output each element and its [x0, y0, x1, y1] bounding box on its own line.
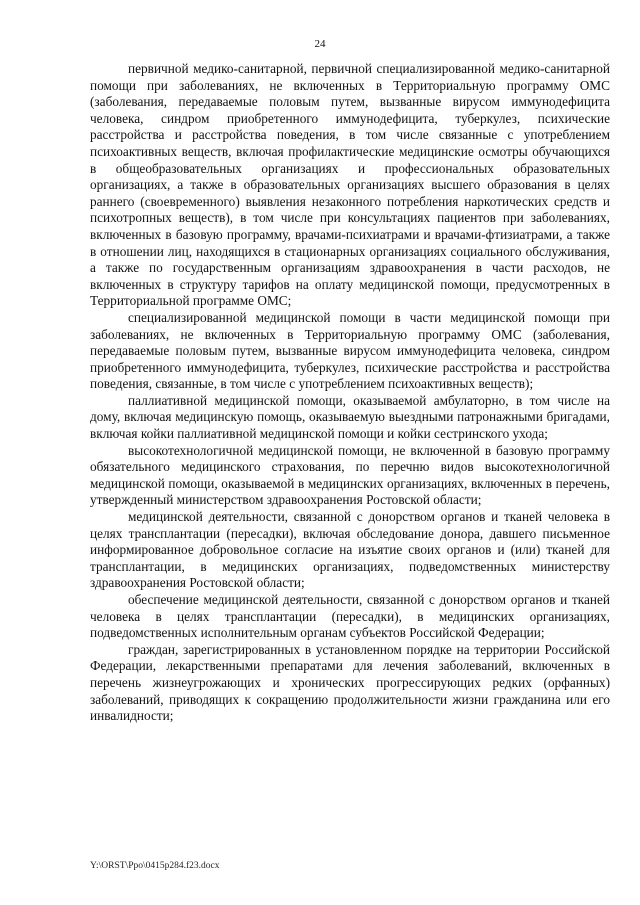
paragraph-high-tech-care: высокотехнологичной медицинской помощи, не включенной в базовую программу обязательного медицинского страхования, по перечню видов высокотехнологичной медицинской помощи, оказываемой в медицинских организациях, включенных в перечень, утвержденный министерством здравоохранения Ростовской области; — [90, 442, 610, 508]
paragraph-specialized-care: специализированной медицинской помощи в части медицинской помощи при заболеваниях, не включенных в Территориальную программу ОМС (заболевания, передаваемые половым путем, вызванные вирусом иммунодефицита человека, синдром приобретенного иммунодефицита, туберкулез, психические расстройства и расстройства поведения, связанные, в том числе с употреблением психоактивных веществ); — [90, 309, 610, 392]
paragraph-primary-care: первичной медико-санитарной, первичной специализированной медико-санитарной помощи при заболеваниях, не включенных в Территориальную программу ОМС (заболевания, передаваемые половым путем, вызванные вирусом иммунодефицита человека, синдром приобретенного иммунодефицита, туберкулез, психические расстройства и расстройства поведения, в том числе связанные с употреблением психоактивных веществ, включая профилактические медицинские осмотры обучающихся в общеобразовательных организациях и профессиональных образовательных организациях, а также в образовательных организациях высшего образования в целях раннего (своевременного) выявления незаконного потребления наркотических средств и психотропных веществ), в том числе при консультациях пациентов при заболеваниях, включенных в базовую программу, врачами-психиатрами и врачами-фтизиатрами, а также в отношении лиц, находящихся в стационарных организациях социального обслуживания, а также по государственным организациям здравоохранения в части расходов, не включенных в структуру тарифов на оплату медицинской помощи, предусмотренных в Территориальной программе ОМС; — [90, 61, 610, 309]
document-body — [90, 61, 610, 725]
paragraph-organ-donation: медицинской деятельности, связанной с донорством органов и тканей человека в целях трансплантации (пересадки), включая обследование донора, давшего письменное информированное добровольное согласие на изъятие своих органов и (или) тканей для трансплантации, в медицинских организациях, подведомственных министерству здравоохранения Ростовской области; — [90, 509, 610, 591]
paragraph-orphan-diseases: граждан, зарегистрированных в установленном порядке на территории Российской Федерации, лекарственными препаратами для лечения заболеваний, включенных в перечень жизнеугрожающих и хронических прогрессирующих редких (орфанных) заболеваний, приводящих к сокращению продолжительности жизни гражданина или его инвалидности; — [90, 641, 610, 724]
paragraph-donation-support: обеспечение медицинской деятельности, связанной с донорством органов и тканей человека в целях трансплантации (пересадки), в медицинских организациях, подведомственных исполнительным органам субъектов Российской Федерации; — [90, 592, 610, 641]
footer-file-path: Y:\ORST\Ppo\0415p284.f23.docx — [90, 861, 220, 871]
paragraph-palliative-care: паллиативной медицинской помощи, оказываемой амбулаторно, в том числе на дому, включая медицинскую помощь, оказываемую выездными патронажными бригадами, включая койки паллиативной медицинской помощи и койки сестринского ухода; — [90, 392, 610, 442]
page-number: 24 — [314, 38, 326, 50]
